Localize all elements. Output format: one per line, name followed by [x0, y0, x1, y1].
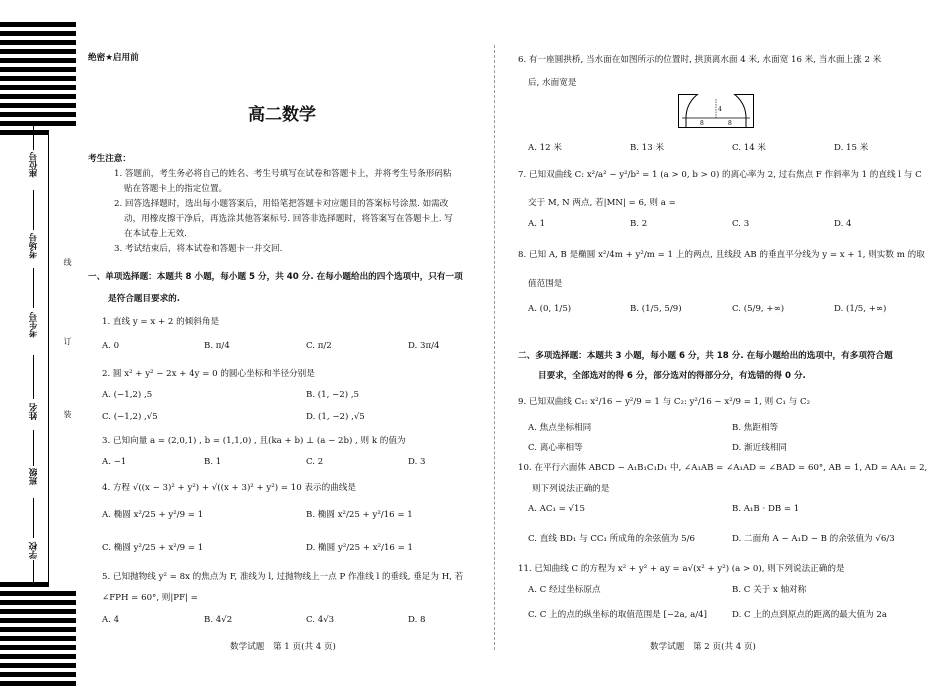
note-line: 在本试卷上无效.: [124, 229, 187, 239]
q11-option-c: C. C 上的点的纵坐标的取值范围是 [−2a, a/4]: [528, 610, 707, 620]
question-4: 4. 方程 √((x − 3)² + y²) + √((x + 3)² + y²) = 10 表示的曲线是: [102, 483, 356, 493]
candidate-info-strip: [0, 0, 80, 688]
q6-option-d: D. 15 米: [834, 143, 869, 153]
school-label: 学校: [29, 542, 39, 559]
question-7-cont: 交于 M, N 两点, 若|MN| = 6, 则 a =: [528, 198, 676, 208]
question-9: 9. 已知双曲线 C₁: x²/16 − y²/9 = 1 与 C₂: y²/16 − x²/9 = 1, 则 C₁ 与 C₂: [518, 397, 811, 407]
q9-option-b: B. 焦距相等: [732, 423, 779, 433]
note-line: 2. 回答选择题时，选出每小题答案后，用铅笔把答题卡对应题目的答案标号涂黑. 如需改: [114, 199, 449, 209]
section-1-heading: 一、单项选择题：本题共 8 小题，每小题 5 分，共 40 分. 在每小题给出的四个选项中，只有一项: [88, 272, 463, 282]
q2-option-d: D. (1, −2) ,√5: [306, 412, 365, 422]
question-8: 8. 已知 A, B 是椭圆 x²/4m + y²/m = 1 上的两点, 且线段 AB 的垂直平分线为 y = x + 1, 则实数 m 的取: [518, 250, 925, 260]
q5-option-b: B. 4√2: [204, 615, 233, 625]
q1-option-d: D. 3π/4: [408, 341, 440, 351]
question-10-cont: 则下列说法正确的是: [532, 484, 610, 494]
question-2: 2. 圆 x² + y² − 2x + 4y = 0 的圆心坐标和半径分别是: [102, 369, 315, 379]
q7-option-c: C. 3: [732, 219, 750, 229]
q4-option-b: B. 椭圆 x²/25 + y²/16 = 1: [306, 510, 413, 520]
name-label: 姓名: [29, 403, 39, 420]
q7-option-a: A. 1: [528, 219, 546, 229]
question-1: 1. 直线 y = x + 2 的倾斜角是: [102, 317, 220, 327]
page-footer: 数学试题 第 1 页(共 4 页): [230, 642, 336, 652]
q7-option-b: B. 2: [630, 219, 648, 229]
question-3: 3. 已知向量 a = (2,0,1) , b = (1,1,0) , 且(ka + b) ⊥ (a − 2b) , 则 k 的值为: [102, 436, 406, 446]
question-8-cont: 值范围是: [528, 279, 563, 289]
q2-option-c: C. (−1,2) ,√5: [102, 412, 158, 422]
q4-option-c: C. 椭圆 y²/25 + x²/9 = 1: [102, 543, 204, 553]
bridge-height-label: 4: [718, 106, 722, 113]
q1-option-b: B. π/4: [204, 341, 230, 351]
section-1-heading-cont: 是符合题目要求的.: [108, 294, 181, 304]
q1-option-c: C. π/2: [306, 341, 332, 351]
cut-mark-line: 线: [63, 258, 72, 266]
question-7: 7. 已知双曲线 C: x²/a² − y²/b² = 1 (a > 0, b > 0) 的离心率为 2, 过右焦点 F 作斜率为 1 的直线 l 与 C: [518, 170, 922, 180]
q3-option-b: B. 1: [204, 457, 222, 467]
q9-option-a: A. 焦点坐标相同: [528, 423, 592, 433]
q8-option-a: A. (0, 1/5): [528, 304, 572, 314]
q2-option-a: A. (−1,2) ,5: [102, 390, 153, 400]
q8-option-d: D. (1/5, +∞): [834, 304, 887, 314]
q6-option-c: C. 14 米: [732, 143, 766, 153]
q11-option-a: A. C 经过坐标原点: [528, 585, 601, 595]
question-6: 6. 有一座圆拱桥, 当水面在如图所示的位置时, 拱顶离水面 4 米, 水面宽 16 米, 当水面上涨 2 米: [518, 55, 882, 65]
q4-option-a: A. 椭圆 x²/25 + y²/9 = 1: [102, 510, 204, 520]
note-line: 动，用橡皮擦干净后，再选涂其他答案标号. 回答非选择题时，将答案写在答题卡上. 写: [124, 214, 453, 224]
q10-option-b: B. A₁B · DB = 1: [732, 504, 800, 514]
q10-option-c: C. 直线 BD₁ 与 CC₁ 所成角的余弦值为 5/6: [528, 534, 695, 544]
section-2-heading: 二、多项选择题：本题共 3 小题，每小题 6 分，共 18 分. 在每小题给出的选项中，有多项符合题: [518, 351, 893, 361]
q8-option-b: B. (1/5, 5/9): [630, 304, 682, 314]
q11-option-d: D. C 上的点到原点的距离的最大值为 2a: [732, 610, 887, 620]
note-line: 1. 答题前，考生务必将自己的姓名、考生号填写在试卷和答题卡上，并将考生号条形码粘: [114, 169, 452, 179]
note-line: 贴在答题卡上的指定位置。: [124, 184, 228, 194]
class-label: 班级: [29, 468, 39, 485]
arch-bridge-figure: [678, 94, 754, 128]
q11-option-b: B. C 关于 x 轴对称: [732, 585, 807, 595]
q6-option-b: B. 13 米: [630, 143, 665, 153]
question-6-cont: 后, 水面宽是: [528, 78, 577, 88]
bridge-left-width-label: 8: [700, 120, 704, 127]
q5-option-c: C. 4√3: [306, 615, 335, 625]
q3-option-c: C. 2: [306, 457, 324, 467]
q10-option-a: A. AC₁ = √15: [528, 504, 585, 514]
cut-mark-bind: 订: [63, 337, 72, 345]
question-10: 10. 在平行六面体 ABCD − A₁B₁C₁D₁ 中, ∠A₁AB = ∠A₁AD = ∠BAD = 60°, AB = 1, AD = AA₁ = 2,: [518, 463, 928, 473]
q9-option-d: D. 渐近线相同: [732, 443, 788, 453]
question-5-cont: ∠FPH = 60°, 则|PF| =: [102, 593, 198, 603]
q10-option-d: D. 二面角 A − A₁D − B 的余弦值为 √6/3: [732, 534, 895, 544]
q6-option-a: A. 12 米: [528, 143, 562, 153]
q3-option-d: D. 3: [408, 457, 426, 467]
notes-title: 考生注意：: [88, 154, 131, 164]
q4-option-d: D. 椭圆 y²/25 + x²/16 = 1: [306, 543, 414, 553]
bridge-right-width-label: 8: [728, 120, 732, 127]
cut-mark-seal: 装: [63, 410, 72, 418]
note-line: 3. 考试结束后，将本试卷和答题卡一并交回.: [114, 244, 283, 254]
section-2-heading-cont: 目要求，全部选对的得 6 分，部分选对的得部分分，有选错的得 0 分.: [538, 371, 806, 381]
exam-room-label: 考场号: [29, 233, 39, 259]
q3-option-a: A. −1: [102, 457, 127, 467]
page-title: 高二数学: [248, 105, 316, 125]
q5-option-a: A. 4: [102, 615, 120, 625]
page-divider: [494, 45, 495, 650]
q1-option-a: A. 0: [102, 341, 120, 351]
student-number-label: 考生号: [29, 312, 39, 338]
q5-option-d: D. 8: [408, 615, 426, 625]
q2-option-b: B. (1, −2) ,5: [306, 390, 360, 400]
seat-number-label: 座位号: [29, 152, 39, 178]
question-11: 11. 已知曲线 C 的方程为 x² + y² + ay = a√(x² + y²) (a > 0), 则下列说法正确的是: [518, 564, 845, 574]
page-footer: 数学试题 第 2 页(共 4 页): [650, 642, 756, 652]
q9-option-c: C. 离心率相等: [528, 443, 583, 453]
q8-option-c: C. (5/9, +∞): [732, 304, 785, 314]
confidential-mark: 绝密★启用前: [88, 53, 139, 63]
q7-option-d: D. 4: [834, 219, 852, 229]
question-5: 5. 已知抛物线 y² = 8x 的焦点为 F, 准线为 l, 过抛物线上一点 P 作准线 l 的垂线, 垂足为 H, 若: [102, 572, 464, 582]
